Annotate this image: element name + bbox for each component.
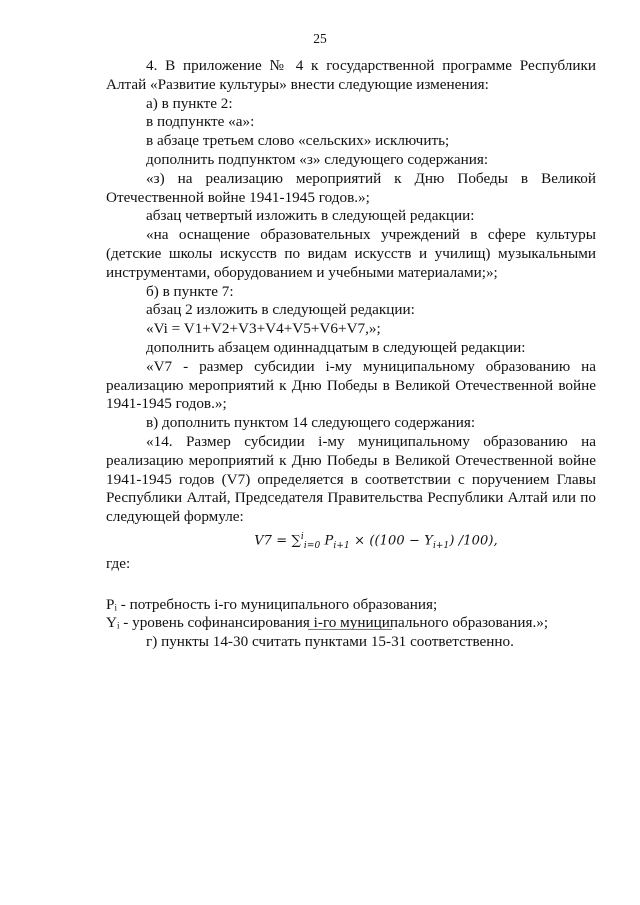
definition-y: Yᵢ - уровень софинансирования i-го муниципального образования.»; (106, 614, 549, 632)
paragraph: «з) на реализацию мероприятий к Дню Победы в Великой Отечественной войне 1941-1945 годов.»; (106, 169, 596, 206)
formula-sum-lower: i=0 (303, 540, 321, 551)
where-label: где: (106, 554, 131, 572)
paragraph: в абзаце третьем слово «сельских» исключить; (146, 132, 450, 150)
paragraph: «на оснащение образовательных учреждений в сфере культуры (детские школы искусств по видам искусств и училищ) музыкальными инструментами, оборудованием и учебными материалами;»; (106, 226, 596, 281)
formula-mid: × ((100 − Y (349, 533, 433, 549)
paragraph: 4. В приложение № 4 к государственной программе Республики Алтай «Развитие культуры» внести следующие изменения: (106, 57, 596, 93)
paragraph: дополнить абзацем одиннадцатым в следующей редакции: (146, 338, 526, 356)
formula-term1-sub: i+1 (333, 540, 350, 551)
definition-p: Pᵢ - потребность i-го муниципального образования; (106, 595, 438, 613)
formula (156, 528, 596, 555)
formula-tail: ) /100), (449, 533, 498, 549)
paragraph: в) дополнить пунктом 14 следующего содержания: (146, 414, 476, 432)
paragraph: «Vi = V1+V2+V3+V4+V5+V6+V7,»; (146, 320, 381, 338)
paragraph: абзац 2 изложить в следующей редакции: (146, 301, 415, 319)
formula-term1: P (320, 533, 334, 549)
paragraph: б) в пункте 7: (146, 282, 234, 300)
document-body (106, 57, 596, 652)
paragraph: а) в пункте 2: (146, 94, 233, 112)
separator-line (308, 629, 392, 630)
paragraph: дополнить подпунктом «з» следующего содержания: (146, 150, 489, 168)
paragraph: в подпункте «а»: (146, 113, 255, 131)
formula-term2-sub: i+1 (432, 540, 450, 551)
paragraph: «V7 - размер субсидии i-му муниципальному образованию на реализацию мероприятий к Дню Победы в Великой Отечественной войне 1941-1945 годов.»; (106, 357, 596, 413)
final-paragraph: г) пункты 14-30 считать пунктами 15-31 соответственно. (146, 633, 514, 651)
formula-lhs: V7 = ∑ (254, 533, 301, 549)
page-number: 25 (313, 31, 327, 46)
paragraph: абзац четвертый изложить в следующей редакции: (146, 207, 475, 225)
formula-sum-upper: i (300, 531, 304, 542)
paragraph: «14. Размер субсидии i-му муниципальному образованию на реализацию мероприятий к Дню Победы в Великой Отечественной войне 1941-1945 годов (V7) определяется в соответствии с поручением Главы Республики Алтай, Председателя Правительства Республики Алтай или по следующей формуле: (106, 432, 596, 526)
